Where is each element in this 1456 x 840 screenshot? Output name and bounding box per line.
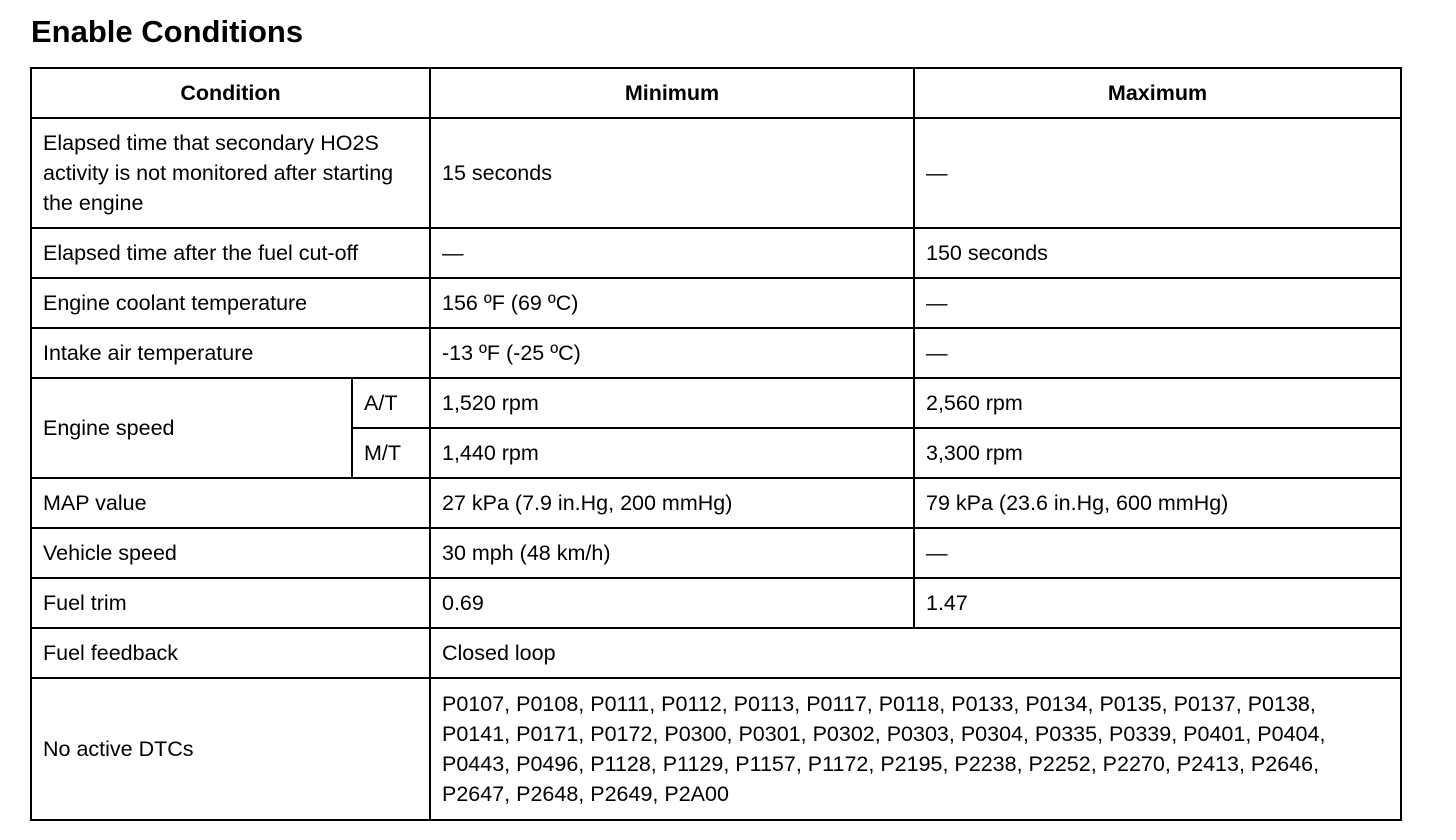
minimum-cell: 27 kPa (7.9 in.Hg, 200 mmHg) [430,478,914,528]
enable-conditions-table [30,67,1402,821]
condition-cell: MAP value [31,478,430,528]
table-row-elapsed-secondary [31,118,1401,228]
table-row-fuel-feedback [31,628,1401,678]
header-row [31,68,1401,118]
maximum-cell: — [914,118,1401,228]
value-cell: Closed loop [430,628,1401,678]
minimum-cell: 1,520 rpm [430,378,914,428]
minimum-cell: 0.69 [430,578,914,628]
condition-cell: Engine coolant temperature [31,278,430,328]
maximum-cell: 2,560 rpm [914,378,1401,428]
condition-cell: Intake air temperature [31,328,430,378]
page-title: Enable Conditions [31,14,304,49]
maximum-cell: 1.47 [914,578,1401,628]
condition-cell: Engine speed [31,378,352,478]
table-row-vehicle-speed [31,528,1401,578]
maximum-cell: 3,300 rpm [914,428,1401,478]
table-row-coolant-temp [31,278,1401,328]
transmission-label-cell: M/T [352,428,430,478]
header-minimum: Minimum [430,68,914,118]
minimum-cell: -13 ºF (-25 ºC) [430,328,914,378]
condition-cell: Vehicle speed [31,528,430,578]
minimum-cell: 156 ºF (69 ºC) [430,278,914,328]
minimum-cell: 1,440 rpm [430,428,914,478]
maximum-cell: 79 kPa (23.6 in.Hg, 600 mmHg) [914,478,1401,528]
condition-cell: Elapsed time that secondary HO2S activity is not monitored after starting the engine [31,118,430,228]
dtc-list-cell: P0107, P0108, P0111, P0112, P0113, P0117, P0118, P0133, P0134, P0135, P0137, P0138, P0141, P0171, P0172, P0300, P0301, P0302, P0303, P0304, P0335, P0339, P0401, P0404, P0443, P0496, P1128, P1129, P1157, P1172, P2195, P2238, P2252, P2270, P2413, P2646, P2647, P2648, P2649, P2A00 [430,678,1401,820]
condition-cell: Fuel trim [31,578,430,628]
minimum-cell: — [430,228,914,278]
table-row-map-value [31,478,1401,528]
header-condition: Condition [31,68,430,118]
minimum-cell: 30 mph (48 km/h) [430,528,914,578]
maximum-cell: — [914,278,1401,328]
header-maximum: Maximum [914,68,1401,118]
condition-cell: Fuel feedback [31,628,430,678]
maximum-cell: 150 seconds [914,228,1401,278]
table-row-engine-speed-at [31,378,1401,428]
condition-cell: Elapsed time after the fuel cut-off [31,228,430,278]
condition-cell: No active DTCs [31,678,430,820]
table-row-no-active-dtcs [31,678,1401,820]
maximum-cell: — [914,328,1401,378]
minimum-cell: 15 seconds [430,118,914,228]
maximum-cell: — [914,528,1401,578]
transmission-label-cell: A/T [352,378,430,428]
table-row-elapsed-fuel-cutoff [31,228,1401,278]
table-row-fuel-trim [31,578,1401,628]
table-row-intake-air-temp [31,328,1401,378]
